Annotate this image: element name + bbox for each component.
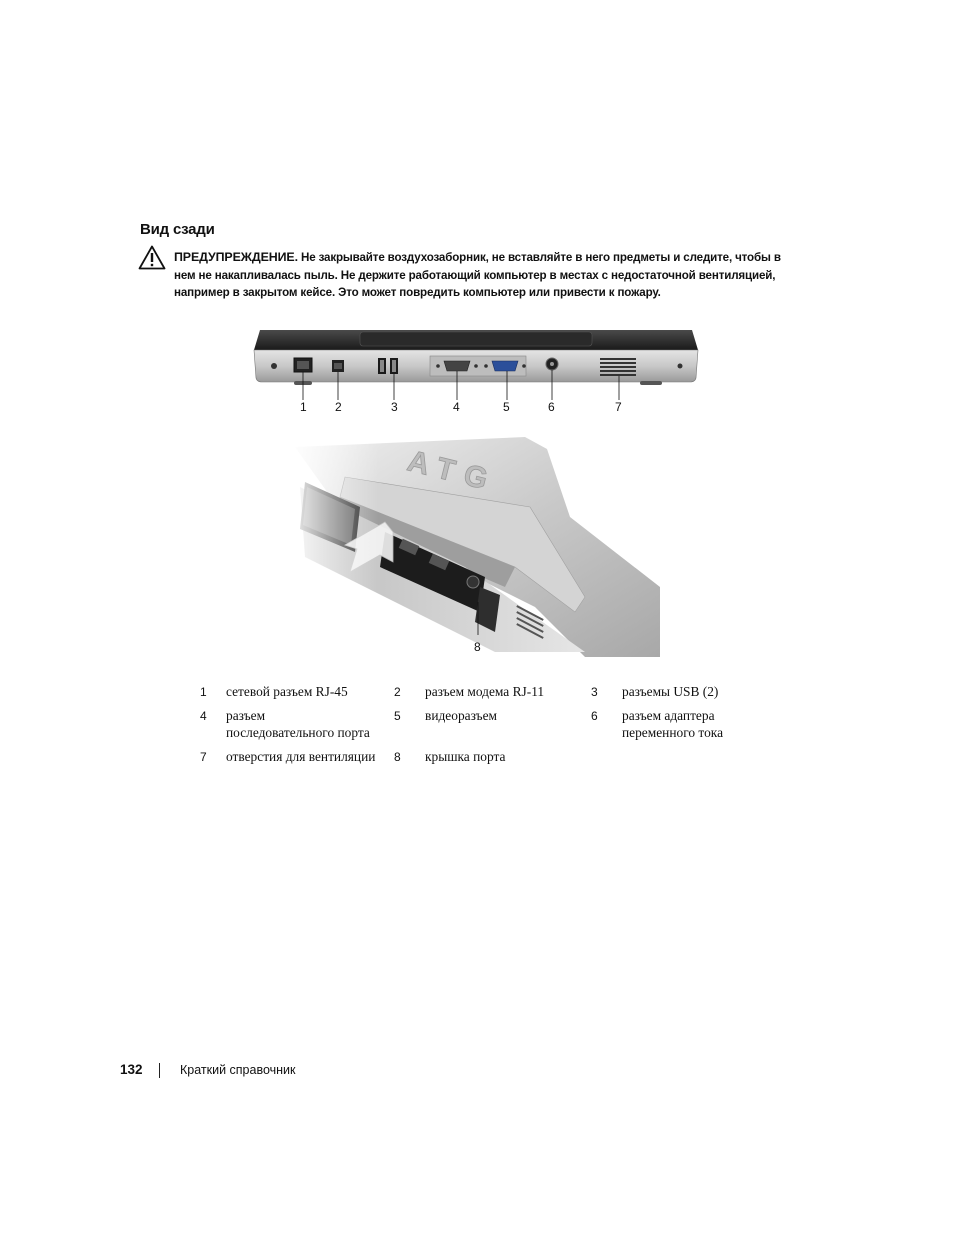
legend-num-5: 5 (394, 709, 401, 723)
callout-3: 3 (391, 400, 398, 414)
section-heading: Вид сзади (140, 221, 215, 238)
callout-8: 8 (474, 640, 481, 654)
legend-text-5: видеоразъем (425, 708, 497, 723)
warning-line-2: нем не накапливалась пыль. Не держите работающий компьютер в местах с недостаточной вентиляцией, (174, 268, 776, 282)
footer-divider (159, 1063, 160, 1078)
legend-text-4: разъем последовательного порта (226, 708, 370, 740)
legend-num-3: 3 (591, 685, 598, 699)
callout-5: 5 (503, 400, 510, 414)
legend-num-2: 2 (394, 685, 401, 699)
warning-line-3: например в закрытом кейсе. Это может повредить компьютер или привести к пожару. (174, 286, 661, 299)
legend-text-2: разъем модема RJ-11 (425, 684, 545, 699)
callout-7: 7 (615, 400, 622, 414)
legend-text-7: отверстия для вентиляции (226, 749, 376, 764)
warning-label: ПРЕДУПРЕЖДЕНИЕ. (174, 250, 298, 264)
rear-view-figure (252, 326, 700, 418)
callout-4: 4 (453, 400, 460, 414)
legend-num-8: 8 (394, 750, 401, 764)
legend-text-6: разъем адаптера переменного тока (622, 708, 724, 740)
legend-num-1: 1 (200, 685, 207, 699)
legend-num-6: 6 (591, 709, 598, 723)
legend-text-1: сетевой разъем RJ-45 (226, 684, 348, 699)
warning-text (174, 249, 824, 302)
page-number: 132 (120, 1062, 143, 1077)
callout-1: 1 (300, 400, 307, 414)
legend-num-4: 4 (200, 709, 207, 723)
port-cover-figure (285, 437, 660, 657)
footer-title: Краткий справочник (180, 1063, 296, 1077)
warning-triangle-icon (138, 245, 166, 270)
legend-text-8: крышка порта (425, 749, 506, 764)
warning-line-1: ПРЕДУПРЕЖДЕНИЕ. Не закрывайте воздухозаборник, не вставляйте в него предметы и следите, чтобы в (174, 250, 781, 264)
legend-num-7: 7 (200, 750, 207, 764)
legend-text-3: разъемы USB (2) (622, 684, 719, 699)
callout-2: 2 (335, 400, 342, 414)
callout-6: 6 (548, 400, 555, 414)
